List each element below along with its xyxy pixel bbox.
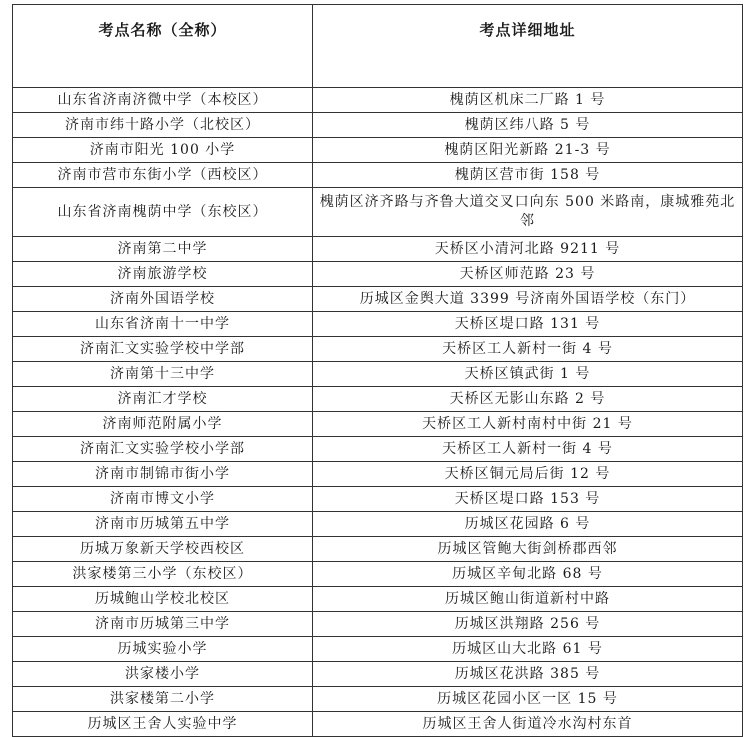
site-address-cell: 历城区金舆大道 3399 号济南外国语学校（东门） — [313, 287, 743, 312]
site-address-cell: 历城区花园小区一区 15 号 — [313, 687, 743, 712]
site-address-cell: 天桥区堤口路 131 号 — [313, 312, 743, 337]
site-name-cell: 历城实验小学 — [13, 637, 313, 662]
site-name-cell: 济南市历城第三中学 — [13, 612, 313, 637]
site-name-cell: 历城区王舍人实验中学 — [13, 712, 313, 737]
site-address-cell: 历城区辛甸北路 68 号 — [313, 562, 743, 587]
site-address-cell: 槐荫区纬八路 5 号 — [313, 113, 743, 138]
table-row — [13, 88, 743, 113]
table-row — [13, 237, 743, 262]
site-address-cell: 天桥区工人新村南村中街 21 号 — [313, 412, 743, 437]
site-name-cell: 济南第十三中学 — [13, 362, 313, 387]
table-row — [13, 687, 743, 712]
site-name-cell: 山东省济南十一中学 — [13, 312, 313, 337]
site-name-cell: 济南外国语学校 — [13, 287, 313, 312]
table-row — [13, 462, 743, 487]
table-row — [13, 712, 743, 737]
table-row — [13, 312, 743, 337]
table-row — [13, 437, 743, 462]
site-name-cell: 洪家楼第二小学 — [13, 687, 313, 712]
site-name-cell: 济南第二中学 — [13, 237, 313, 262]
header-site-name: 考点名称（全称） — [13, 5, 313, 88]
table-row — [13, 188, 743, 237]
site-name-cell: 济南汇才学校 — [13, 387, 313, 412]
site-address-cell: 天桥区小清河北路 9211 号 — [313, 237, 743, 262]
site-name-cell: 济南市历城第五中学 — [13, 512, 313, 537]
table-row — [13, 637, 743, 662]
site-name-cell: 历城鲍山学校北校区 — [13, 587, 313, 612]
table-row — [13, 362, 743, 387]
site-address-cell: 天桥区镇武街 1 号 — [313, 362, 743, 387]
site-address-cell: 天桥区工人新村一街 4 号 — [313, 337, 743, 362]
table-row — [13, 487, 743, 512]
site-name-cell: 济南汇文实验学校小学部 — [13, 437, 313, 462]
site-name-cell: 济南市营市东街小学（西校区） — [13, 163, 313, 188]
site-name-cell: 济南市博文小学 — [13, 487, 313, 512]
site-name-cell: 历城万象新天学校西校区 — [13, 537, 313, 562]
site-address-cell: 天桥区无影山东路 2 号 — [313, 387, 743, 412]
site-name-cell: 洪家楼第三小学（东校区） — [13, 562, 313, 587]
exam-site-table — [12, 4, 743, 737]
table-row — [13, 662, 743, 687]
site-address-cell: 槐荫区济齐路与齐鲁大道交叉口向东 500 米路南，康城雅苑北邻 — [313, 188, 743, 237]
site-address-cell: 历城区王舍人街道冷水沟村东首 — [313, 712, 743, 737]
table-row — [13, 138, 743, 163]
table-row — [13, 337, 743, 362]
site-name-cell: 济南旅游学校 — [13, 262, 313, 287]
table-row — [13, 412, 743, 437]
table-row — [13, 612, 743, 637]
site-address-cell: 历城区洪翔路 256 号 — [313, 612, 743, 637]
table-row — [13, 512, 743, 537]
table-row — [13, 262, 743, 287]
table-row — [13, 287, 743, 312]
site-address-cell: 天桥区师范路 23 号 — [313, 262, 743, 287]
header-site-address: 考点详细地址 — [313, 5, 743, 88]
site-address-cell: 历城区山大北路 61 号 — [313, 637, 743, 662]
site-name-cell: 济南汇文实验学校中学部 — [13, 337, 313, 362]
site-address-cell: 槐荫区机床二厂路 1 号 — [313, 88, 743, 113]
table-header-row — [13, 5, 743, 88]
site-address-cell: 天桥区铜元局后街 12 号 — [313, 462, 743, 487]
site-name-cell: 山东省济南槐荫中学（东校区） — [13, 188, 313, 237]
site-address-cell: 天桥区工人新村一街 4 号 — [313, 437, 743, 462]
site-address-cell: 天桥区堤口路 153 号 — [313, 487, 743, 512]
site-name-cell: 洪家楼小学 — [13, 662, 313, 687]
table-row — [13, 562, 743, 587]
table-row — [13, 587, 743, 612]
site-address-cell: 历城区花洪路 385 号 — [313, 662, 743, 687]
site-address-cell: 历城区花园路 6 号 — [313, 512, 743, 537]
site-name-cell: 山东省济南济微中学（本校区） — [13, 88, 313, 113]
site-address-cell: 槐荫区阳光新路 21-3 号 — [313, 138, 743, 163]
table-row — [13, 163, 743, 188]
site-name-cell: 济南市阳光 100 小学 — [13, 138, 313, 163]
table-row — [13, 537, 743, 562]
site-name-cell: 济南市纬十路小学（北校区） — [13, 113, 313, 138]
table-row — [13, 113, 743, 138]
site-address-cell: 历城区鲍山街道新村中路 — [313, 587, 743, 612]
site-name-cell: 济南市制锦市街小学 — [13, 462, 313, 487]
site-name-cell: 济南师范附属小学 — [13, 412, 313, 437]
site-address-cell: 槐荫区营市街 158 号 — [313, 163, 743, 188]
table-row — [13, 387, 743, 412]
site-address-cell: 历城区管鲍大街剑桥郡西邻 — [313, 537, 743, 562]
